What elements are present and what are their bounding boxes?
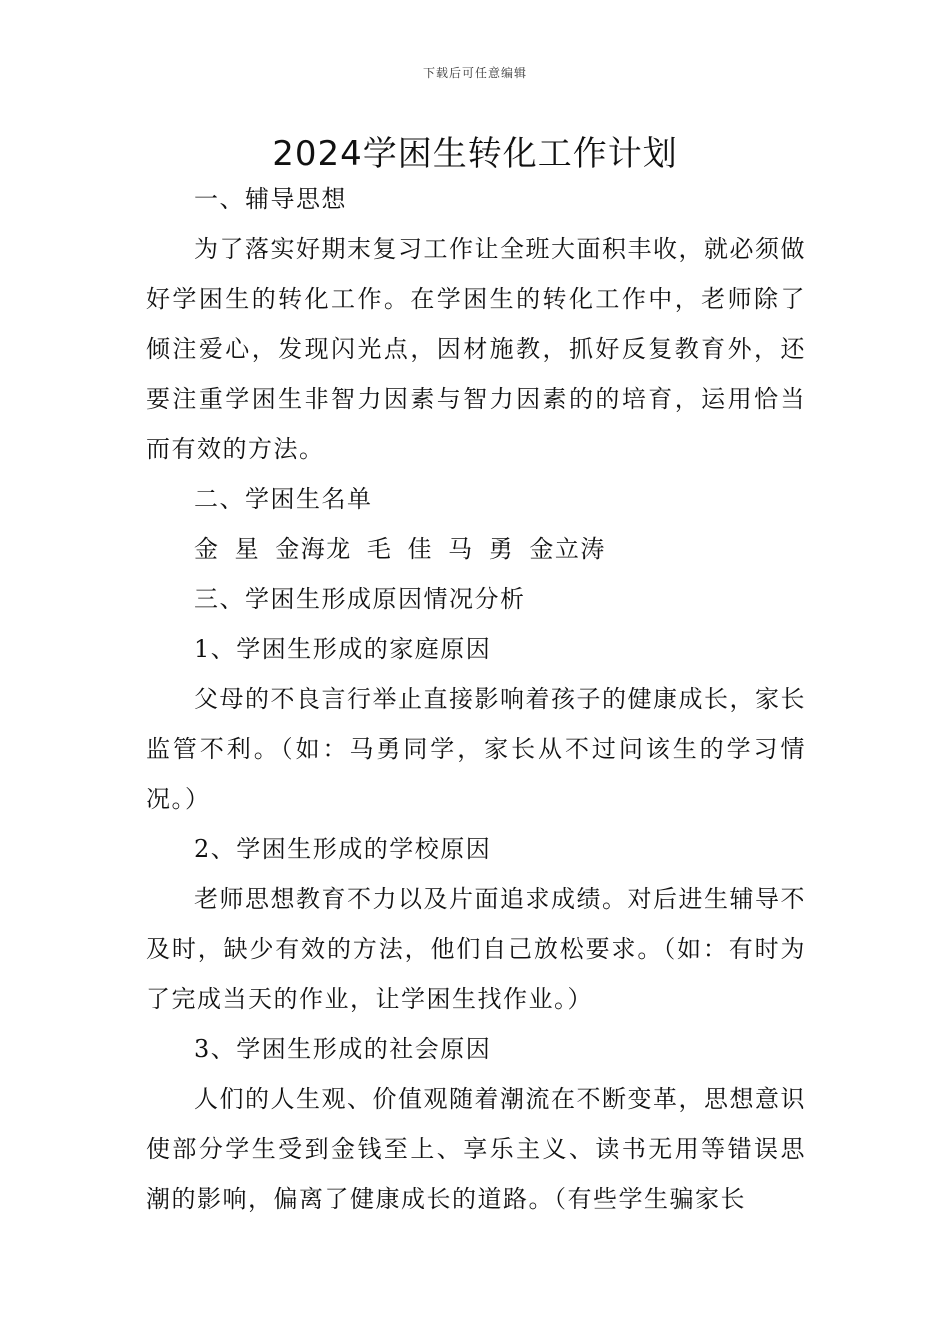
paragraph-school-causes: 老师思想教育不力以及片面追求成绩。对后进生辅导不及时，缺少有效的方法，他们自己放松要求。（如：有时为了完成当天的作业，让学困生找作业。） [146,885,806,1013]
subheading-society-causes: 3、学困生形成的社会原因 [194,1035,492,1063]
subheading-family-causes: 1、学困生形成的家庭原因 [194,635,492,663]
header-note: 下载后可任意编辑 [422,66,527,80]
paragraph-society-causes: 人们的人生观、价值观随着潮流在不断变革，思想意识使部分学生受到金钱至上、享乐主义、读书无用等错误思潮的影响，偏离了健康成长的道路。（有些学生骗家长 [146,1085,806,1213]
section-heading-student-list: 二、学困生名单 [194,485,373,513]
paragraph-guide: 为了落实好期末复习工作让全班大面积丰收，就必须做好学困生的转化工作。在学困生的转化工作中，老师除了倾注爱心，发现闪光点，因材施教，抓好反复教育外，还要注重学困生非智力因素与智力因素的的培育，运用恰当而有效的方法。 [146,235,806,463]
student-names-line: 金 星 金海龙 毛 佳 马 勇 金立涛 [194,535,606,563]
subheading-school-causes: 2、学困生形成的学校原因 [194,835,492,863]
document-title: 2024学困生转化工作计划 [272,134,678,174]
document-body [146,174,806,1224]
paragraph-family-causes: 父母的不良言行举止直接影响着孩子的健康成长，家长监管不利。（如：马勇同学，家长从不过问该生的学习情况。） [146,685,806,813]
section-heading-analysis: 三、学困生形成原因情况分析 [194,585,526,613]
section-heading-guide: 一、辅导思想 [194,185,347,213]
